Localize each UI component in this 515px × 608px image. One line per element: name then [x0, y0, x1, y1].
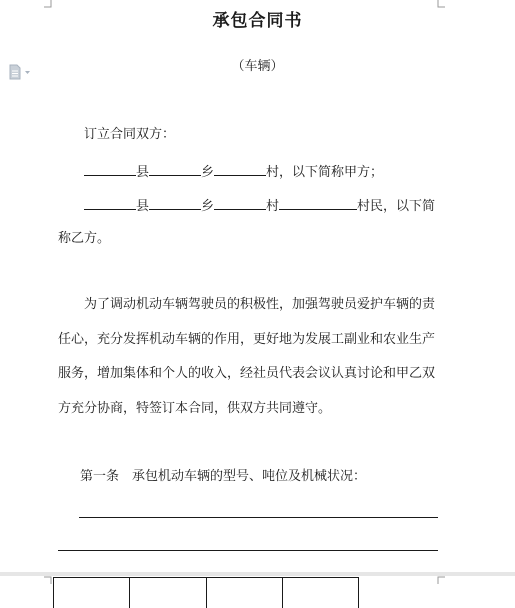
article-one-heading: 第一条 承包机动车辆的型号、吨位及机械状况： — [80, 469, 367, 484]
county-label: 县 — [136, 199, 150, 214]
fill-line[interactable] — [79, 517, 438, 518]
villager-label: 村民，以下简 — [357, 199, 436, 214]
blank-field[interactable] — [84, 162, 136, 176]
document-title: 承包合同书 — [212, 11, 303, 31]
purpose-line: 服务，增加集体和个人的收入，经社员代表会议认真讨论和甲乙双 — [58, 366, 436, 381]
blank-field[interactable] — [214, 196, 266, 210]
county-label: 县 — [136, 165, 150, 180]
purpose-line: 为了调动机动车辆驾驶员的积极性，加强驾驶员爱护车辆的责 — [84, 297, 436, 312]
bottom-left-crop-mark — [44, 576, 52, 584]
table-cell[interactable] — [283, 578, 358, 608]
table-cell[interactable] — [54, 578, 130, 608]
table-cell[interactable] — [130, 578, 206, 608]
fill-line[interactable] — [58, 550, 438, 551]
purpose-line: 任心，充分发挥机动车辆的作用，更好地为发展工副业和农业生产 — [58, 332, 436, 347]
township-label: 乡 — [201, 165, 215, 180]
document-subtitle: （车辆） — [231, 59, 284, 74]
bottom-right-crop-mark — [437, 576, 445, 584]
village-label: 村 — [266, 199, 280, 214]
party-a-line — [84, 162, 383, 181]
blank-field[interactable] — [149, 162, 201, 176]
next-page-table — [53, 577, 359, 608]
party-b-line — [84, 196, 435, 215]
table-cell[interactable] — [207, 578, 283, 608]
parties-intro: 订立合同双方： — [84, 127, 176, 142]
township-label: 乡 — [201, 199, 215, 214]
village-label: 村，以下简称甲方； — [266, 165, 384, 180]
blank-field[interactable] — [214, 162, 266, 176]
party-b-line-cont: 称乙方。 — [58, 231, 111, 246]
blank-field[interactable] — [279, 196, 357, 210]
purpose-line: 方充分协商，特签订本合同，供双方共同遵守。 — [58, 401, 332, 416]
blank-field[interactable] — [149, 196, 201, 210]
blank-field[interactable] — [84, 196, 136, 210]
